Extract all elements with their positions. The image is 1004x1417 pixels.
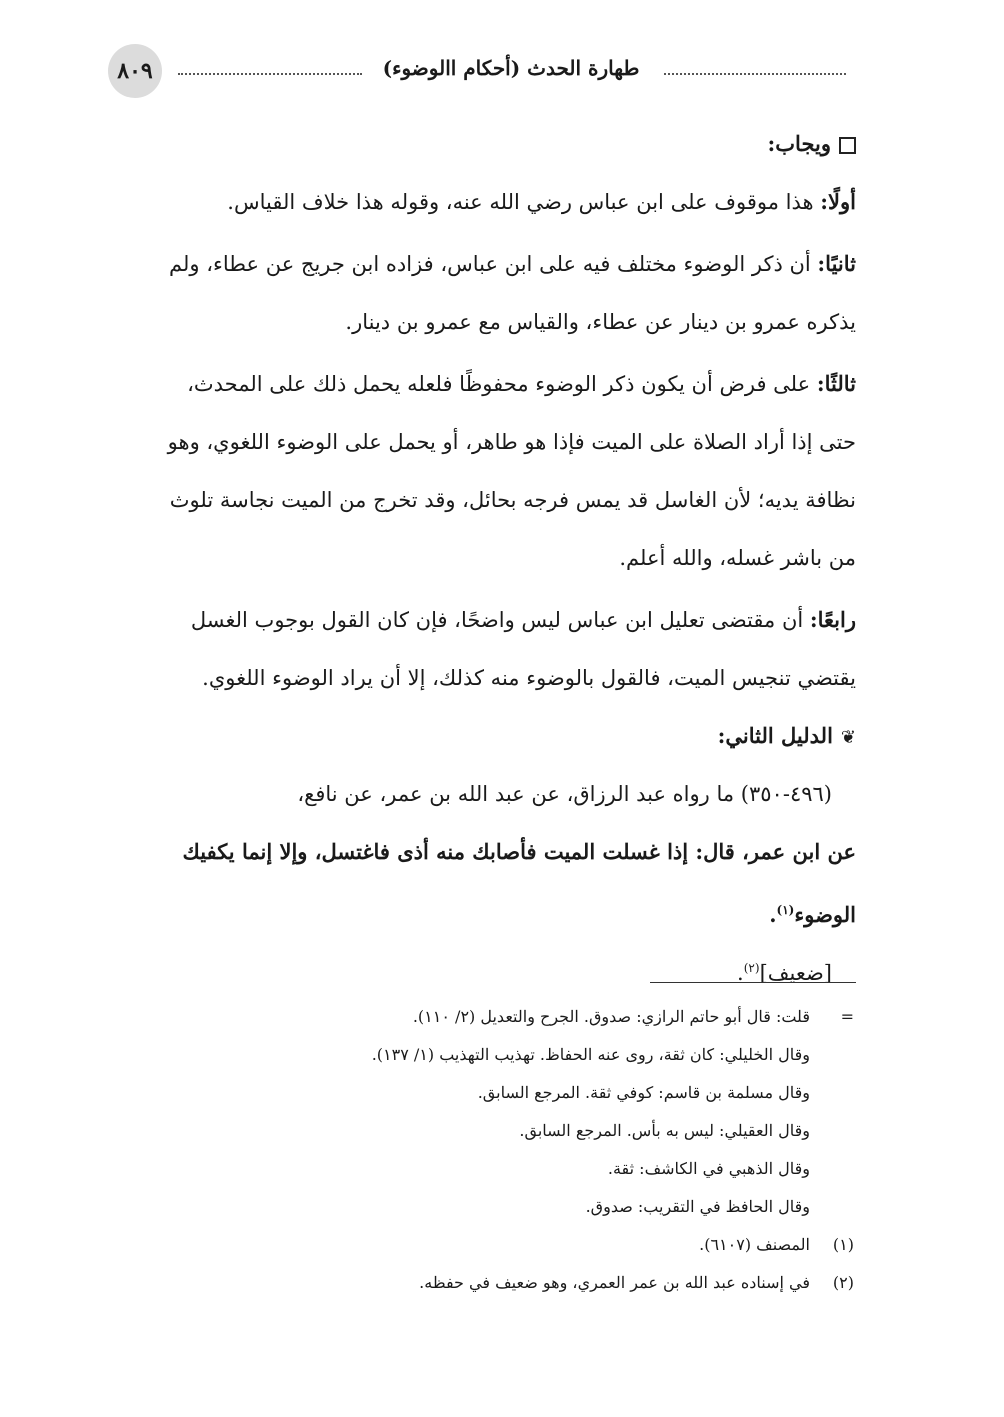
paragraph-second <box>116 235 856 293</box>
footnote-ref[interactable]: (٢) <box>743 961 760 975</box>
footnote-ref[interactable]: (١) <box>776 903 795 917</box>
footnote-separator <box>650 982 856 983</box>
paragraph-label: ثانيًا: <box>817 251 856 276</box>
footnote-number: (٢) <box>832 1273 854 1292</box>
footnote-1: (١) المصنف (٦١٠٧). <box>116 1226 856 1264</box>
grading: [ضعيف]$^{(٢)}$. <box>737 961 832 985</box>
paragraph-text-line: من باشر غسله، والله أعلم. <box>619 546 856 570</box>
hadith-quote-end: الوضوء$^{(١)}$. <box>769 902 856 927</box>
leaf-ornament-icon: ❦ <box>840 727 856 748</box>
footnote-line: وقال مسلمة بن قاسم: كوفي ثقة. المرجع السابق. <box>477 1083 810 1102</box>
footnote-2: (٢) في إسناده عبد الله بن عمر العمري، وهو ضعيف في حفظه. <box>116 1264 856 1302</box>
paragraph-third <box>116 355 856 413</box>
paragraph-label: أولًا: <box>820 189 856 214</box>
paragraph-text-line: يقتضي تنجيس الميت، فالقول بالوضوء منه كذلك، إلا أن يراد الوضوء اللغوي. <box>202 666 856 690</box>
footnote-line: = قلت: قال أبو حاتم الرازي: صدوق. الجرح والتعديل (٢/ ١١٠). <box>116 998 856 1036</box>
footnote-line: وقال الحافظ في التقريب: صدوق. <box>585 1197 810 1216</box>
main-text <box>116 115 856 997</box>
narration-line: (٤٩٦-٣٥٠) ما رواه عبد الرزاق، عن عبد الله بن عمر، عن نافع، <box>297 782 832 806</box>
paragraph-text: أن ذكر الوضوء مختلف فيه على ابن عباس، فزاده ابن جريج عن عطاء، ولم <box>169 252 811 276</box>
paragraph-text: هذا موقوف على ابن عباس رضي الله عنه، وقوله هذا خلاف القياس. <box>227 190 814 214</box>
header-dotted-leader <box>178 73 362 75</box>
paragraph-text-line: نظافة يديه؛ لأن الغاسل قد يمس فرجه بحائل، وقد تخرج من الميت نجاسة تلوث <box>169 488 856 512</box>
footnote-line: وقال الخليلي: كان ثقة، روى عنه الحفاظ. تهذيب التهذيب (١/ ١٣٧). <box>371 1045 810 1064</box>
evidence-heading: ❦الدليل الثاني: <box>116 707 856 765</box>
hadith-quote-line: عن ابن عمر، قال: إذا غسلت الميت فأصابك منه أذى فاغتسل، وإلا إنما يكفيك <box>182 839 856 864</box>
square-bullet-icon <box>839 137 856 154</box>
paragraph-first <box>116 173 856 231</box>
paragraph-text: على فرض أن يكون ذكر الوضوء محفوظًا فلعله يحمل ذلك على المحدث، <box>187 372 811 396</box>
continuation-mark: = <box>840 1007 854 1026</box>
paragraph-text-line: حتى إذا أراد الصلاة على الميت فإذا هو طاهر، أو يحمل على الوضوء اللغوي، وهو <box>167 430 856 454</box>
paragraph-fourth <box>116 591 856 649</box>
paragraph-text-line: يذكره عمرو بن دينار عن عطاء، والقياس مع عمرو بن دينار. <box>345 310 856 334</box>
paragraph-label: ثالثًا: <box>816 371 856 396</box>
page-number: ٨٠٩ <box>108 44 162 98</box>
running-header <box>108 44 846 100</box>
footnote-line: وقال الذهبي في الكاشف: ثقة. <box>607 1159 810 1178</box>
header-dotted-leader <box>664 73 846 75</box>
footnotes <box>116 998 856 1302</box>
footnote-line: وقال العقيلي: ليس به بأس. المرجع السابق. <box>519 1121 810 1140</box>
paragraph-label: رابعًا: <box>809 607 856 632</box>
paragraph-text: أن مقتضى تعليل ابن عباس ليس واضحًا، فإن كان القول بوجوب الغسل <box>190 608 804 632</box>
reply-heading: ويجاب: <box>116 115 856 173</box>
chapter-title: طهارة الحدث (أحكام االوضوء) <box>382 56 640 80</box>
footnote-number: (١) <box>832 1235 854 1254</box>
